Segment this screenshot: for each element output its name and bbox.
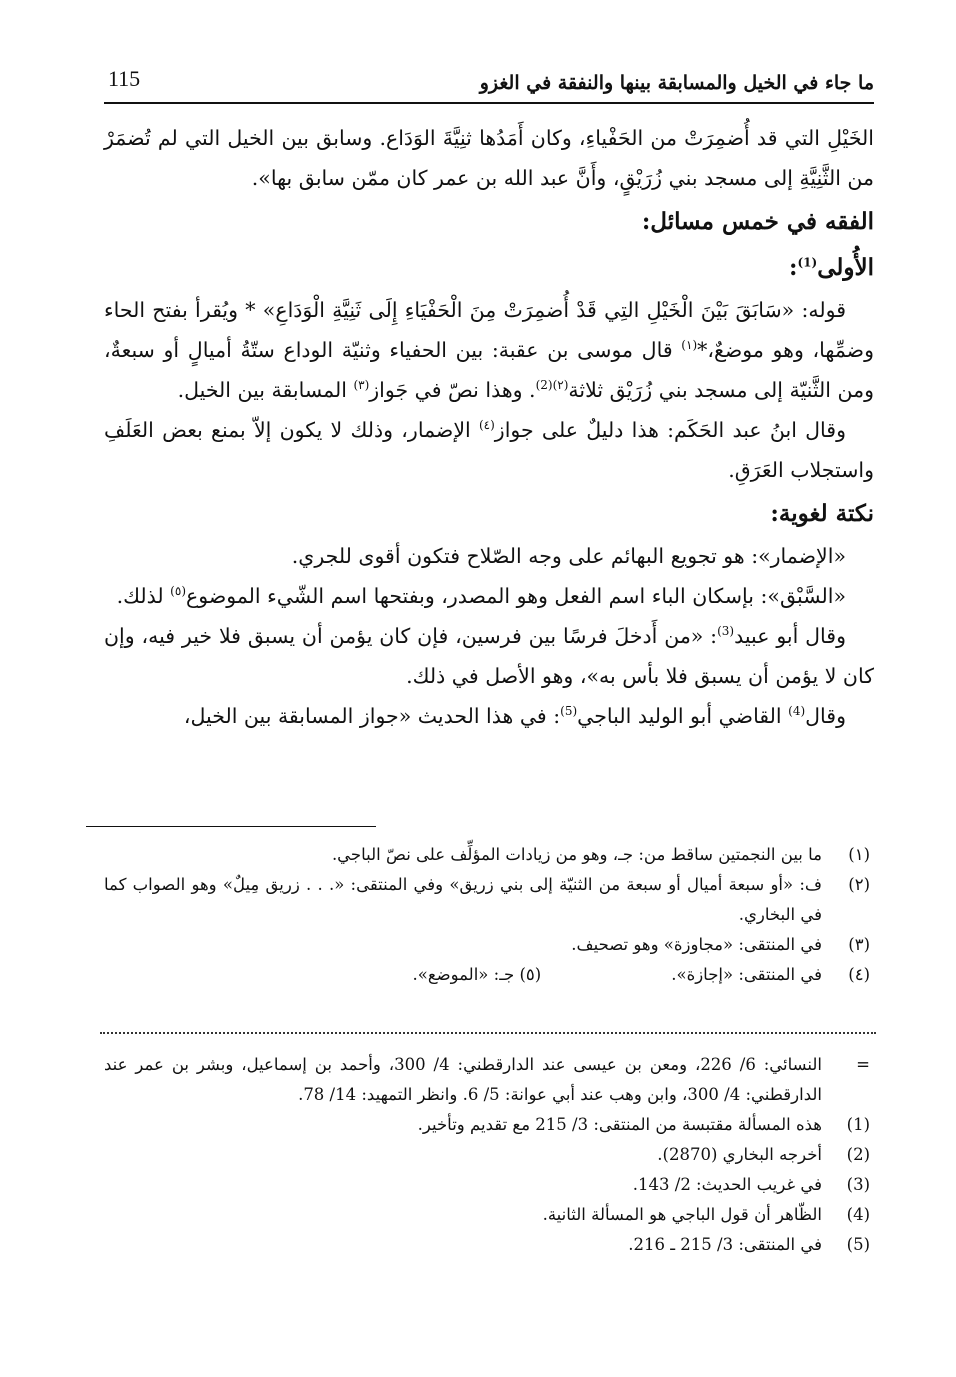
paragraph-6: وقال أبو عبيد$^{(3)}$: «من أَدخلَ فرسًا بين فرسين، فإن كان يؤمن أن يسبق فلا خير فيه، وإن كان لا يؤمن أن يسبق فلا بأس به»، وهو الأصل في ذلك. <box>104 624 874 688</box>
page-number: 115 <box>108 66 141 91</box>
footnote-ref: (٤) <box>478 418 495 433</box>
footnote: (3) في غريب الحديث: 2/ 143. <box>632 1175 870 1194</box>
footnote-ref: (٢)(2) <box>535 378 569 393</box>
author-footnotes <box>104 1050 874 1260</box>
footnote-ref: (١) <box>681 338 698 353</box>
paragraph-5: «السَّبْق»: بإسكان الباء اسم الفعل وهو المصدر، وبفتحها اسم الشّيء الموضوع$^{(٥)}$ لذلك. <box>116 584 846 608</box>
paragraph-1: الخَيْلِ التي قد أُضمِرَتْ من الحَفْياءِ، وكان أَمَدُها ثنِيَّةَ الوَدَاع. وسابق بين الخيل التي لم تُضمَرْ من الثَّنِيَّةِ إلى مسجد بني زُرَيْقٍ، وأَنَّ عبد الله بن عمر كان ممّن سابق بها». <box>104 126 874 190</box>
footnote-ref: (1) <box>797 255 818 270</box>
editor-footnotes <box>104 840 874 990</box>
footnote-ref: (5) <box>560 704 578 719</box>
chapter-title: ما جاء في الخيل والمسابقة بينها والنفقة في الغزو <box>479 72 874 94</box>
footnote: (2) أخرجه البخاري (2870). <box>657 1145 870 1164</box>
main-text <box>104 118 874 736</box>
footnote: (٣) في المنتقى: «مجاوزة» وهو تصحيف. <box>571 935 870 954</box>
paragraph-2: قوله: «سَابَقَ بَيْنَ الْخَيْلِ التِي قَدْ أُضمِرَتْ مِنَ الْحَفْيَاءِ إِلَى ثَنِيَّةِ الْوَدَاعِ» * ويُقرأ بفتح الحاء وضمِّها، وهو موضعٌ،*$^{(١)}$ قال موسى بن عقبة: بين الحفياء وثنيّة الوداع ستّةُ أميالٍ أو سبعةٌ، ومن الثَّنيّة إلى مسجد بني زُرَيْق ثلاثة$^{(٢)(2)}$. وهذا نصّ في جَواز$^{(٣)}$ المسابقة بين الخيل. <box>104 298 874 402</box>
footnote-continued: = النسائي: 6/ 226، ومعن بن عيسى عند الدارقطني: 4/ 300، وأحمد بن إسماعيل، وبشر بن عمر عند الدارقطني: 4/ 300، وابن وهب عند أبي عوانة: 5/ 6. وانظر التمهيد: 14/ 78. <box>104 1055 870 1104</box>
paragraph-4: «الإضمار»: هو تجويع البهائم على وجه الصّلاح فتكون أقوى للجري. <box>291 544 846 568</box>
footnote: (5) في المنتقى: 3/ 215 ـ 216. <box>628 1235 870 1254</box>
footnote-5-text: جـ: «الموضع». <box>412 965 515 984</box>
heading-linguistic-note: نكتة لغوية: <box>770 500 874 527</box>
footnote: (٢) ف: «أو سبعة أميال أو سبعة من الثنيّة إلى بني زريق» وفي المنتقى: «. . . زريق مِيلٌ» وهو الصواب كما في البخاري. <box>104 875 870 924</box>
running-header <box>104 60 874 102</box>
footnote-separator <box>86 826 376 827</box>
heading-fiqh: الفقه في خمس مسائل: <box>641 208 874 235</box>
dotted-separator <box>100 1032 876 1034</box>
footnote: (4) الظّاهر أن قول الباجي هو المسألة الثانية. <box>542 1205 870 1224</box>
footnote-ref: (٣) <box>353 378 370 393</box>
footnote: (1) هذه المسألة مقتبسة من المنتقى: 3/ 215 مع تقديم وتأخير. <box>417 1115 870 1134</box>
header-rule <box>104 102 874 104</box>
paragraph-7: وقال$^{(4)}$ القاضي أبو الوليد الباجي$^{(5)}$: في هذا الحديث «جواز المسابقة بين الخيل، <box>183 704 846 728</box>
footnote-ref: (4) <box>788 704 806 719</box>
heading-first-issue: الأُولى$^{(1)}$: <box>788 254 874 281</box>
footnote-5-num: (٥) <box>519 965 542 984</box>
footnote: (١) ما بين النجمتين ساقط من: جـ، وهو من زيادات المؤلِّف على نصّ الباجي. <box>331 845 870 864</box>
footnote-ref: (٥) <box>170 584 186 599</box>
footnote-ref: (3) <box>717 624 735 639</box>
paragraph-3: وقال ابنُ عبد الحَكَم: هذا دليلٌ على جواز$^{(٤)}$ الإضمار، وذلك لا يكون إلاّ بمنع بعض العَلَفِ واستجلاب العَرَقِ. <box>104 418 874 482</box>
footnote-pair: (٤) في المنتقى: «إجازة».(٥) جـ: «الموضع». <box>412 965 870 984</box>
